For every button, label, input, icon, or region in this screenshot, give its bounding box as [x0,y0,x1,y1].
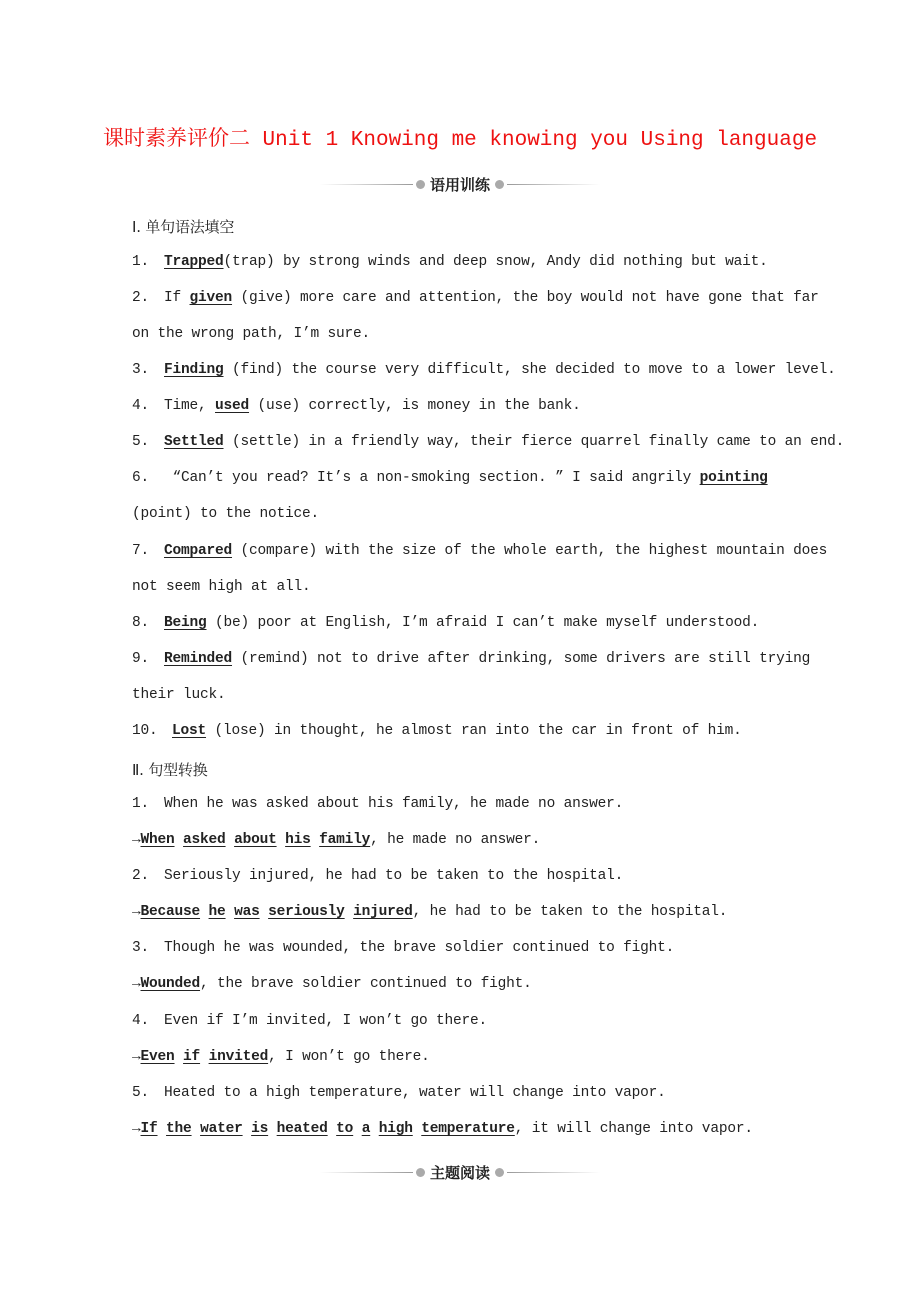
answer-word: his [285,832,311,848]
item-number: 5. [132,434,150,450]
answer-blank: Lost [172,723,207,739]
answer-word: was [234,904,260,920]
item-text: (use) correctly, is money in the bank. [249,398,581,414]
answer-blank: Finding [164,362,224,378]
banner-label: 主题阅读 [430,1163,491,1182]
part2-item-2-original [132,868,792,884]
answer-blank: Reminded [164,651,233,667]
part1-item-7-continued: not seem high at all. [132,579,311,595]
item-number: 1. [132,254,150,270]
answer-word: invited [208,1049,269,1065]
arrow-right-icon: → [132,904,141,920]
banner-divider [507,1172,600,1173]
item-number: 2. [132,290,150,306]
item-text: (lose) in thought, he almost ran into the car in front of him. [206,723,742,739]
answer-word: family [319,832,371,848]
item-text: Heated to a high temperature, water will change into vapor. [164,1085,666,1101]
part2-item-1-answer [132,832,792,848]
banner-label: 语用训练 [430,175,491,194]
answer-word: he [208,904,226,920]
part2-item-5-original [132,1085,792,1101]
bullet-dot-icon [495,180,504,189]
item-text: (be) poor at English, I’m afraid I can’t make myself understood. [206,615,760,631]
item-text: When he was asked about his family, he made no answer. [164,796,624,812]
answer-word: high [378,1121,413,1137]
part2-item-4-original [132,1013,792,1029]
document-title: 课时素养评价二 Unit 1 Knowing me knowing you Using language [102,129,818,152]
answer-word: seriously [268,904,345,920]
arrow-right-icon: → [132,1121,141,1137]
part1-item-9 [132,651,811,667]
part1-item-6-continued: (point) to the notice. [132,506,320,522]
part2-item-2-answer [132,904,792,920]
item-text: “Can’t you read? It’s a non-smoking section. ” I said angrily [164,470,700,486]
banner-divider [320,184,413,185]
part1-item-3 [132,362,836,378]
item-text: (trap) by strong winds and deep snow, Andy did nothing but wait. [223,254,768,270]
item-text: Even if I’m invited, I won’t go there. [164,1013,488,1029]
answer-blank: Settled [164,434,224,450]
answer-blank: given [189,290,233,306]
answer-blank: Being [164,615,207,631]
part1-item-6 [132,470,792,486]
answer-word: a [361,1121,371,1137]
part2-item-1-original [132,796,792,812]
part1-item-10 [132,723,792,739]
part1-item-4 [132,398,792,414]
item-number: 3. [132,940,150,956]
part1-item-8 [132,615,792,631]
answer-blank: pointing [699,470,768,486]
bullet-dot-icon [416,180,425,189]
answer-word: injured [353,904,413,920]
item-text: , I won’t go there. [268,1049,430,1065]
answer-word: temperature [421,1121,515,1137]
arrow-right-icon: → [132,976,141,992]
item-text: Seriously injured, he had to be taken to the hospital. [164,868,624,884]
item-number: 9. [132,651,150,667]
answer-word: asked [183,832,226,848]
answer-word: the [166,1121,192,1137]
part1-item-7 [132,543,828,559]
answer-word: Wounded [140,976,201,992]
part1-item-2-continued: on the wrong path, I’m sure. [132,326,371,342]
answer-blank: used [215,398,250,414]
item-number: 4. [132,1013,150,1029]
item-text: (settle) in a friendly way, their fierce quarrel finally came to an end. [223,434,845,450]
bullet-dot-icon [495,1168,504,1177]
banner-divider [507,184,600,185]
answer-word: about [234,832,277,848]
banner-divider [320,1172,413,1173]
answer-word: is [251,1121,269,1137]
item-number: 3. [132,362,150,378]
part1-item-9-continued: their luck. [132,687,226,703]
part2-item-3-original [132,940,792,956]
part1-heading: Ⅰ. 单句语法填空 [132,218,235,236]
item-text: , the brave soldier continued to fight. [200,976,532,992]
item-number: 4. [132,398,150,414]
answer-word: if [183,1049,201,1065]
item-text: (remind) not to drive after drinking, some drivers are still trying [232,651,811,667]
item-text: Time, [164,398,216,414]
bullet-dot-icon [416,1168,425,1177]
part2-item-4-answer [132,1049,792,1065]
item-number: 7. [132,543,150,559]
item-number: 5. [132,1085,150,1101]
item-text: , it will change into vapor. [514,1121,753,1137]
item-text: If [164,290,190,306]
section-banner-theme-reading [320,1160,600,1184]
answer-word: Even [140,1049,175,1065]
answer-word: Because [140,904,201,920]
part2-heading: Ⅱ. 句型转换 [132,761,208,779]
section-banner-usage-training [320,172,600,196]
item-text: , he made no answer. [370,832,541,848]
item-text: Though he was wounded, the brave soldier continued to fight. [164,940,675,956]
item-text: (give) more care and attention, the boy would not have gone that far [232,290,819,306]
arrow-right-icon: → [132,832,141,848]
answer-blank: Trapped [164,254,224,270]
item-number: 10. [132,723,158,739]
item-text: (find) the course very difficult, she decided to move to a lower level. [223,362,836,378]
item-number: 8. [132,615,150,631]
answer-word: When [140,832,175,848]
item-number: 6. [132,470,150,486]
arrow-right-icon: → [132,1049,141,1065]
part1-item-2 [132,290,819,306]
part1-item-5 [132,434,845,450]
part2-item-3-answer [132,976,792,992]
answer-word: to [336,1121,354,1137]
answer-word: If [140,1121,158,1137]
item-text: , he had to be taken to the hospital. [412,904,728,920]
item-number: 2. [132,868,150,884]
answer-blank: Compared [164,543,233,559]
item-text: (compare) with the size of the whole earth, the highest mountain does [232,543,828,559]
part1-item-1 [132,254,792,270]
answer-word: water [200,1121,243,1137]
item-number: 1. [132,796,150,812]
part2-item-5-answer [132,1121,792,1137]
answer-word: heated [276,1121,328,1137]
